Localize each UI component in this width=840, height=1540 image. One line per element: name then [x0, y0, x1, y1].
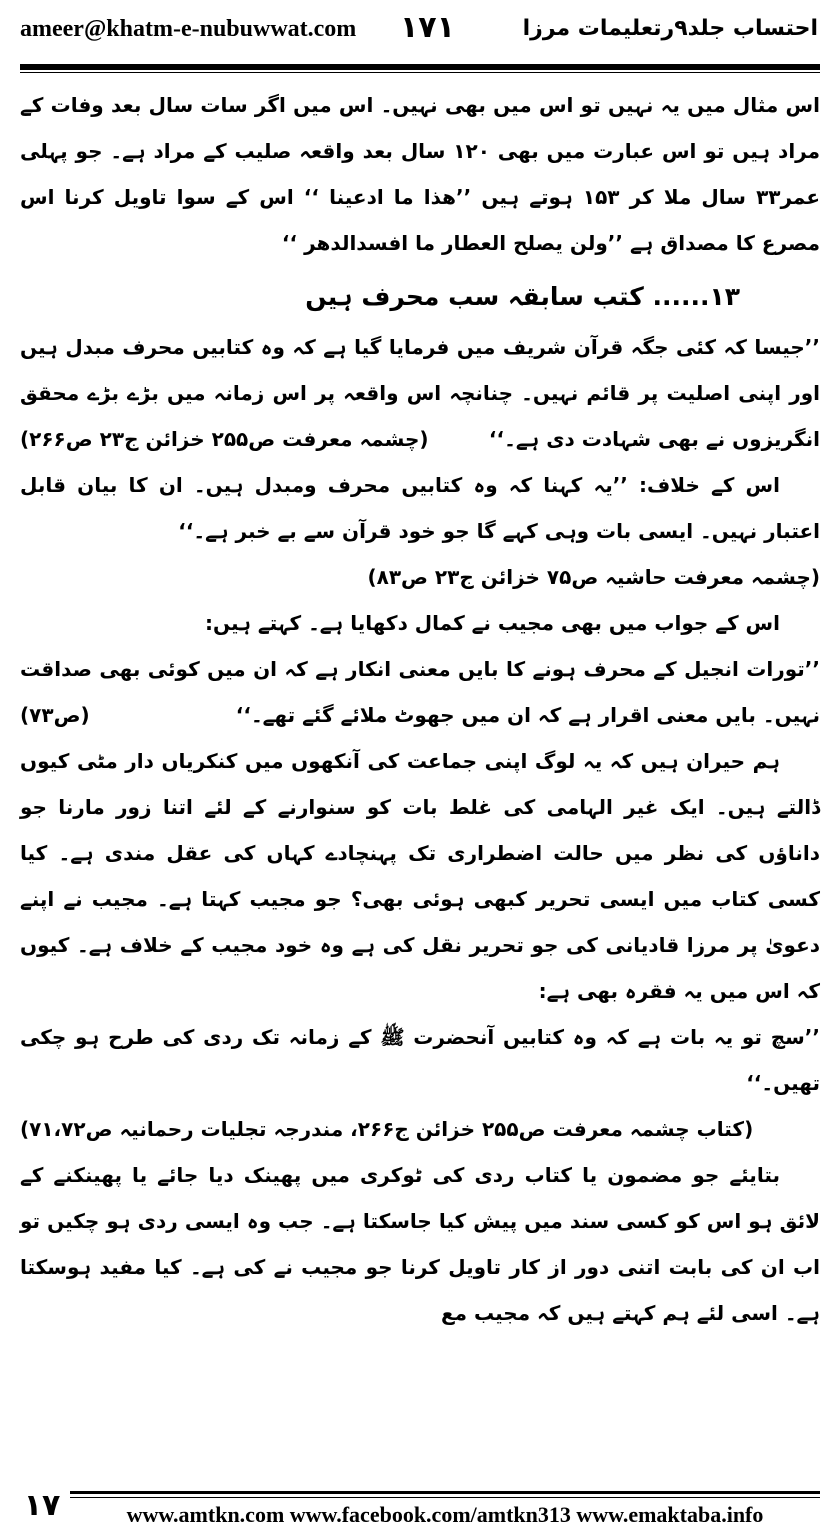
footer-page-number: ۱۷ — [23, 1488, 61, 1523]
quote-4-reference: (کتاب چشمہ معرفت ص۲۵۵ خزائن ج۲۶۶، مندرجہ تجلیات رحمانیہ ص۷۱،۷۲) — [20, 1117, 754, 1141]
header-book-title: احتساب جلد۹رتعلیمات مرزا — [522, 16, 818, 41]
quote-3-text: ’’تورات انجیل کے محرف ہونے کا بایں معنی انکار ہے کہ ان میں کوئی بھی صداقت نہیں۔ بایں معنی اقرار ہے کہ ان میں جھوٹ ملائے گئے تھے۔‘‘ — [20, 657, 820, 727]
page-header — [20, 6, 818, 64]
page-body — [20, 82, 820, 1336]
section-heading: ۱۳...... کتب سابقہ سب محرف ہیں — [305, 282, 740, 311]
quote-2-text: اس کے خلاف: ’’یہ کہنا کہ وہ کتابیں محرف ومبدل ہیں۔ ان کا بیان قابل اعتبار نہیں۔ ایسی بات وہی کہے گا جو خود قرآن سے بے خبر ہے۔‘‘ — [20, 473, 820, 543]
quote-2-reference-line — [20, 554, 820, 600]
quote-1-text: ’’جیسا کہ کئی جگہ قرآن شریف میں فرمایا گیا ہے کہ وہ کتابیں محرف مبدل ہیں اور اپنی اصلیت پر قائم نہیں۔ چنانچہ اس واقعہ پر اس زمانہ میں بڑے بڑے محقق انگریزوں نے بھی شہادت دی ہے۔‘‘ — [20, 335, 820, 451]
paragraph-1: اس مثال میں یہ نہیں تو اس میں بھی نہیں۔ اس میں اگر سات سال بعد وفات کے مراد ہیں تو اس عبارت میں بھی ۱۲۰ سال بعد واقعہ صلیب کے مراد ہے۔ جو پہلی عمر۳۳ سال ملا کر ۱۵۳ ہوتے ہیں ’’ھذا ما ادعینا ‘‘ اس کے سوا تاویل کرنا اس مصرع کا مصداق ہے ’’ولن یصلح العطار ما افسدالدھر ‘‘ — [20, 93, 821, 255]
footer-rule-thick — [70, 1491, 820, 1494]
header-rule-thick — [20, 64, 820, 70]
footer-links: www.amtkn.com www.facebook.com/amtkn313 www.emaktaba.info — [126, 1502, 764, 1527]
header-rule-thin — [20, 72, 820, 73]
footer-rule-thin — [70, 1497, 820, 1498]
quote-4-text: ’’سچ تو یہ بات ہے کہ وہ کتابیں آنحضرت ﷺ کے زمانہ تک ردی کی طرح ہو چکی تھیں۔‘‘ — [20, 1025, 820, 1095]
quote-2 — [20, 462, 820, 554]
header-email: ameer@khatm-e-nubuwwat.com — [20, 16, 357, 42]
quote-3 — [20, 646, 820, 738]
quote-1-reference: (چشمہ معرفت ص۲۵۵ خزائن ج۲۳ ص۲۶۶) — [20, 427, 429, 451]
paragraph-5: بتایئے جو مضمون یا کتاب ردی کی ٹوکری میں پھینک دیا جائے یا پھینکنے کے لائق ہو اس کو کسی سند میں پیش کیا جاسکتا ہے۔ جب وہ ایسی ردی ہو چکیں تو اب ان کی بابت اتنی دور از کار تاویل کرنا جو مجیب نے کی ہے۔ کیا مفید ہوسکتا ہے۔ اسی لئے ہم کہتے ہیں کہ مجیب مع — [20, 1163, 820, 1325]
quote-3-reference: (ص۷۳) — [20, 703, 90, 727]
paragraph-3: اس کے جواب میں بھی مجیب نے کمال دکھایا ہے۔ کہتے ہیں: — [205, 611, 780, 635]
quote-4 — [20, 1014, 820, 1141]
quote-1 — [20, 324, 820, 462]
paragraph-4: ہم حیران ہیں کہ یہ لوگ اپنی جماعت کی آنکھوں میں کنکریاں دار مٹی کیوں ڈالتے ہیں۔ ایک غیر الہامی کی غلط بات کو سنوارنے کے لئے اتنا زور مارنا جو داناؤں کی نظر میں حالت اضطراری تک پہنچادے کہاں کی عقل مندی ہے۔ کیا کسی کتاب میں ایسی تحریر کبھی ہوئی بھی؟ جو مجیب کہتا ہے۔ مجیب نے اپنے دعویٰ پر مرزا قادیانی کی جو تحریر نقل کی ہے وہ خود مجیب کے خلاف ہے۔ کیوں کہ اس میں یہ فقرہ بھی ہے: — [20, 749, 820, 1003]
quote-2-reference: (چشمہ معرفت حاشیہ ص۷۵ خزائن ج۲۳ ص۸۳) — [367, 565, 820, 589]
header-page-number: ۱۷۱ — [400, 10, 455, 45]
